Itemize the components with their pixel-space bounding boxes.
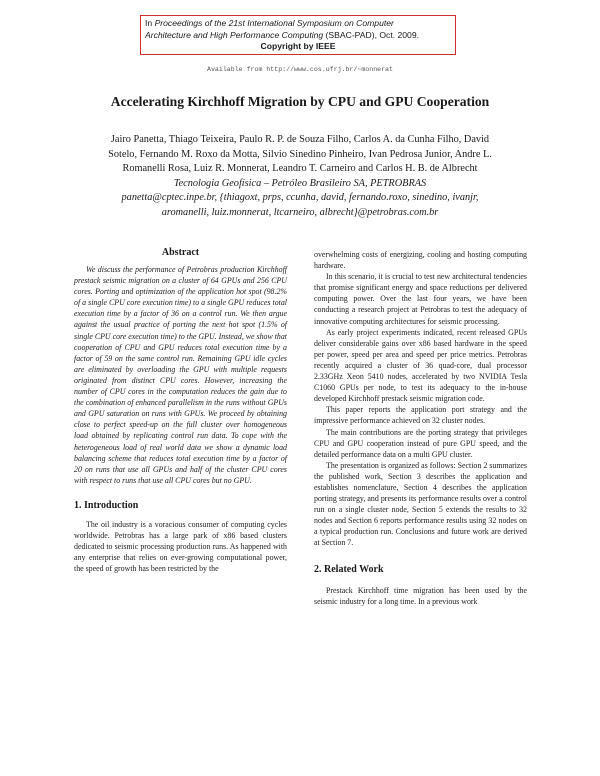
notice-suffix: (SBAC-PAD), Oct. 2009. (323, 29, 420, 40)
abstract-text: We discuss the performance of Petrobras production Kirchhoff prestack seismic migration on a cluster of 64 GPUs and 256 CPU cores. Porting and optimization of the application hot spot (98.2% of a single CPU core execution time) to a single GPU reduces total execution time by a factor of 36 on a control run. We then argue against the usual practice of porting the next hot spot (1.5% of single CPU core execution time) to the GPU. Instead, we show that cooperation of CPU and GPU reduces total execution time by a factor of 59 on the same control run. Remaining GPU idle cycles are eliminated by overloading the GPU with multiple requests originated from distinct CPU cores. However, increasing the number of CPU cores in the computation reduces the gain due to the combination of enhanced parallelism in the runs without GPUs and GPU saturation on runs with GPUs. We proceed by obtaining close to perfect speed-up on the full cluster over homogeneous load obtained by replicating control run data. To cope with the heterogeneous load of real world data we show a dynamic load balancing scheme that reduces total execution time by a factor of 20 on runs that use all GPUs and half of the cluster CPU cores with respect to runs that use all CPU cores but no GPU. (74, 265, 287, 485)
right-paragraph-1: In this scenario, it is crucial to test new architectural tendencies that promise significant energy and space reductions per delivered computing power. Over the last four years, we have been conducting a research project at Petrobras to test the adequacy of innovative computing architectures for seismic processing. (314, 272, 527, 326)
abstract-heading: Abstract (161, 247, 200, 258)
right-paragraph-4: The main contributions are the porting strategy that privileges CPU and GPU cooperation instead of pure GPU speed, and the detailed performance data on a multi GPU cluster. (314, 427, 527, 459)
right-paragraph-5: The presentation is organized as follows: Section 2 summarizes the published work, Section 3 describes the application and establishes nomenclature, Section 4 describes the application porting strategy, and presents its performance results over a control run on a single cluster node, Section 5 extends the results to 32 nodes and Section 6 reports performance results using 32 nodes on a typical production run. Conclusions and future work are derived at Section 7. (314, 460, 527, 548)
left-column (74, 247, 287, 574)
intro-paragraph-1: The oil industry is a voracious consumer of computing cycles worldwide. Petrobras has a large park of x86 based clusters dedicated to seismic processing production runs. As happened with any enterprise that relies on ever-growing computational power, the speed of growth has been restricted by the (74, 519, 287, 574)
author-line-2: Sotelo, Fernando M. Roxo da Motta, Silvio Sinedino Pinheiro, Ivan Pedrosa Junior, Andre L. (108, 148, 492, 160)
notice-proceedings-1: Proceedings of the 21st International Symposium on Computer (154, 18, 394, 28)
available-from-url: Available from http://www.cos.ufrj.br/~monnerat (207, 66, 393, 73)
related-paragraph-1: Prestack Kirchhoff time migration has been used by the seismic industry for a long time. In a previous work (314, 585, 527, 606)
related-work-heading: 2. Related Work (314, 563, 384, 575)
paper-title: Accelerating Kirchhoff Migration by CPU and GPU Cooperation (110, 94, 490, 109)
notice-copyright: Copyright by IEEE (260, 41, 336, 51)
notice-proceedings-2: Architecture and High Performance Computing (145, 29, 324, 40)
notice-prefix: In (145, 18, 155, 28)
email-line-2: aromanelli, luiz.monnerat, ltcarneiro, albrecht}@petrobras.com.br (161, 206, 439, 218)
right-paragraph-0: overwhelming costs of energizing, cooling and hosting computing hardware. (314, 250, 527, 271)
email-line-1: panetta@cptec.inpe.br, {thiagoxt, prps, ccunha, david, fernando.roxo, sinedino, ivanjr, (121, 192, 479, 203)
affiliation: Tecnologia Geofísica – Petróleo Brasileiro SA, PETROBRAS (173, 177, 427, 189)
introduction-heading: 1. Introduction (74, 499, 139, 511)
publication-notice (140, 15, 456, 55)
author-line-3: Romanelli Rosa, Luiz R. Monnerat, Leandro T. Carneiro and Carlos H. B. de Albrecht (122, 163, 478, 174)
right-paragraph-3: This paper reports the application port strategy and the impressive performance achieved on 32 cluster nodes. (314, 405, 527, 426)
notice-line-2 (145, 30, 451, 42)
author-block (78, 133, 522, 220)
right-column (314, 249, 527, 607)
right-paragraph-2: As early project experiments indicated, recent released GPUs deliver considerable gains over x86 based hardware in the speed per power, speed per area and speed per price metrics. Petrobras recently acquired a cluster of 36 quad-core, dual processor 2.33GHz Xeon 5410 nodes, accelerated by two NVIDIA Tesla C1060 GPUs per node, to test its adequacy to the in-house developed Kirchhoff prestack seismic migration code. (314, 327, 527, 404)
author-line-1: Jairo Panetta, Thiago Teixeira, Paulo R. P. de Souza Filho, Carlos A. da Cunha Filho, David (110, 134, 490, 145)
notice-line-1 (145, 18, 451, 30)
